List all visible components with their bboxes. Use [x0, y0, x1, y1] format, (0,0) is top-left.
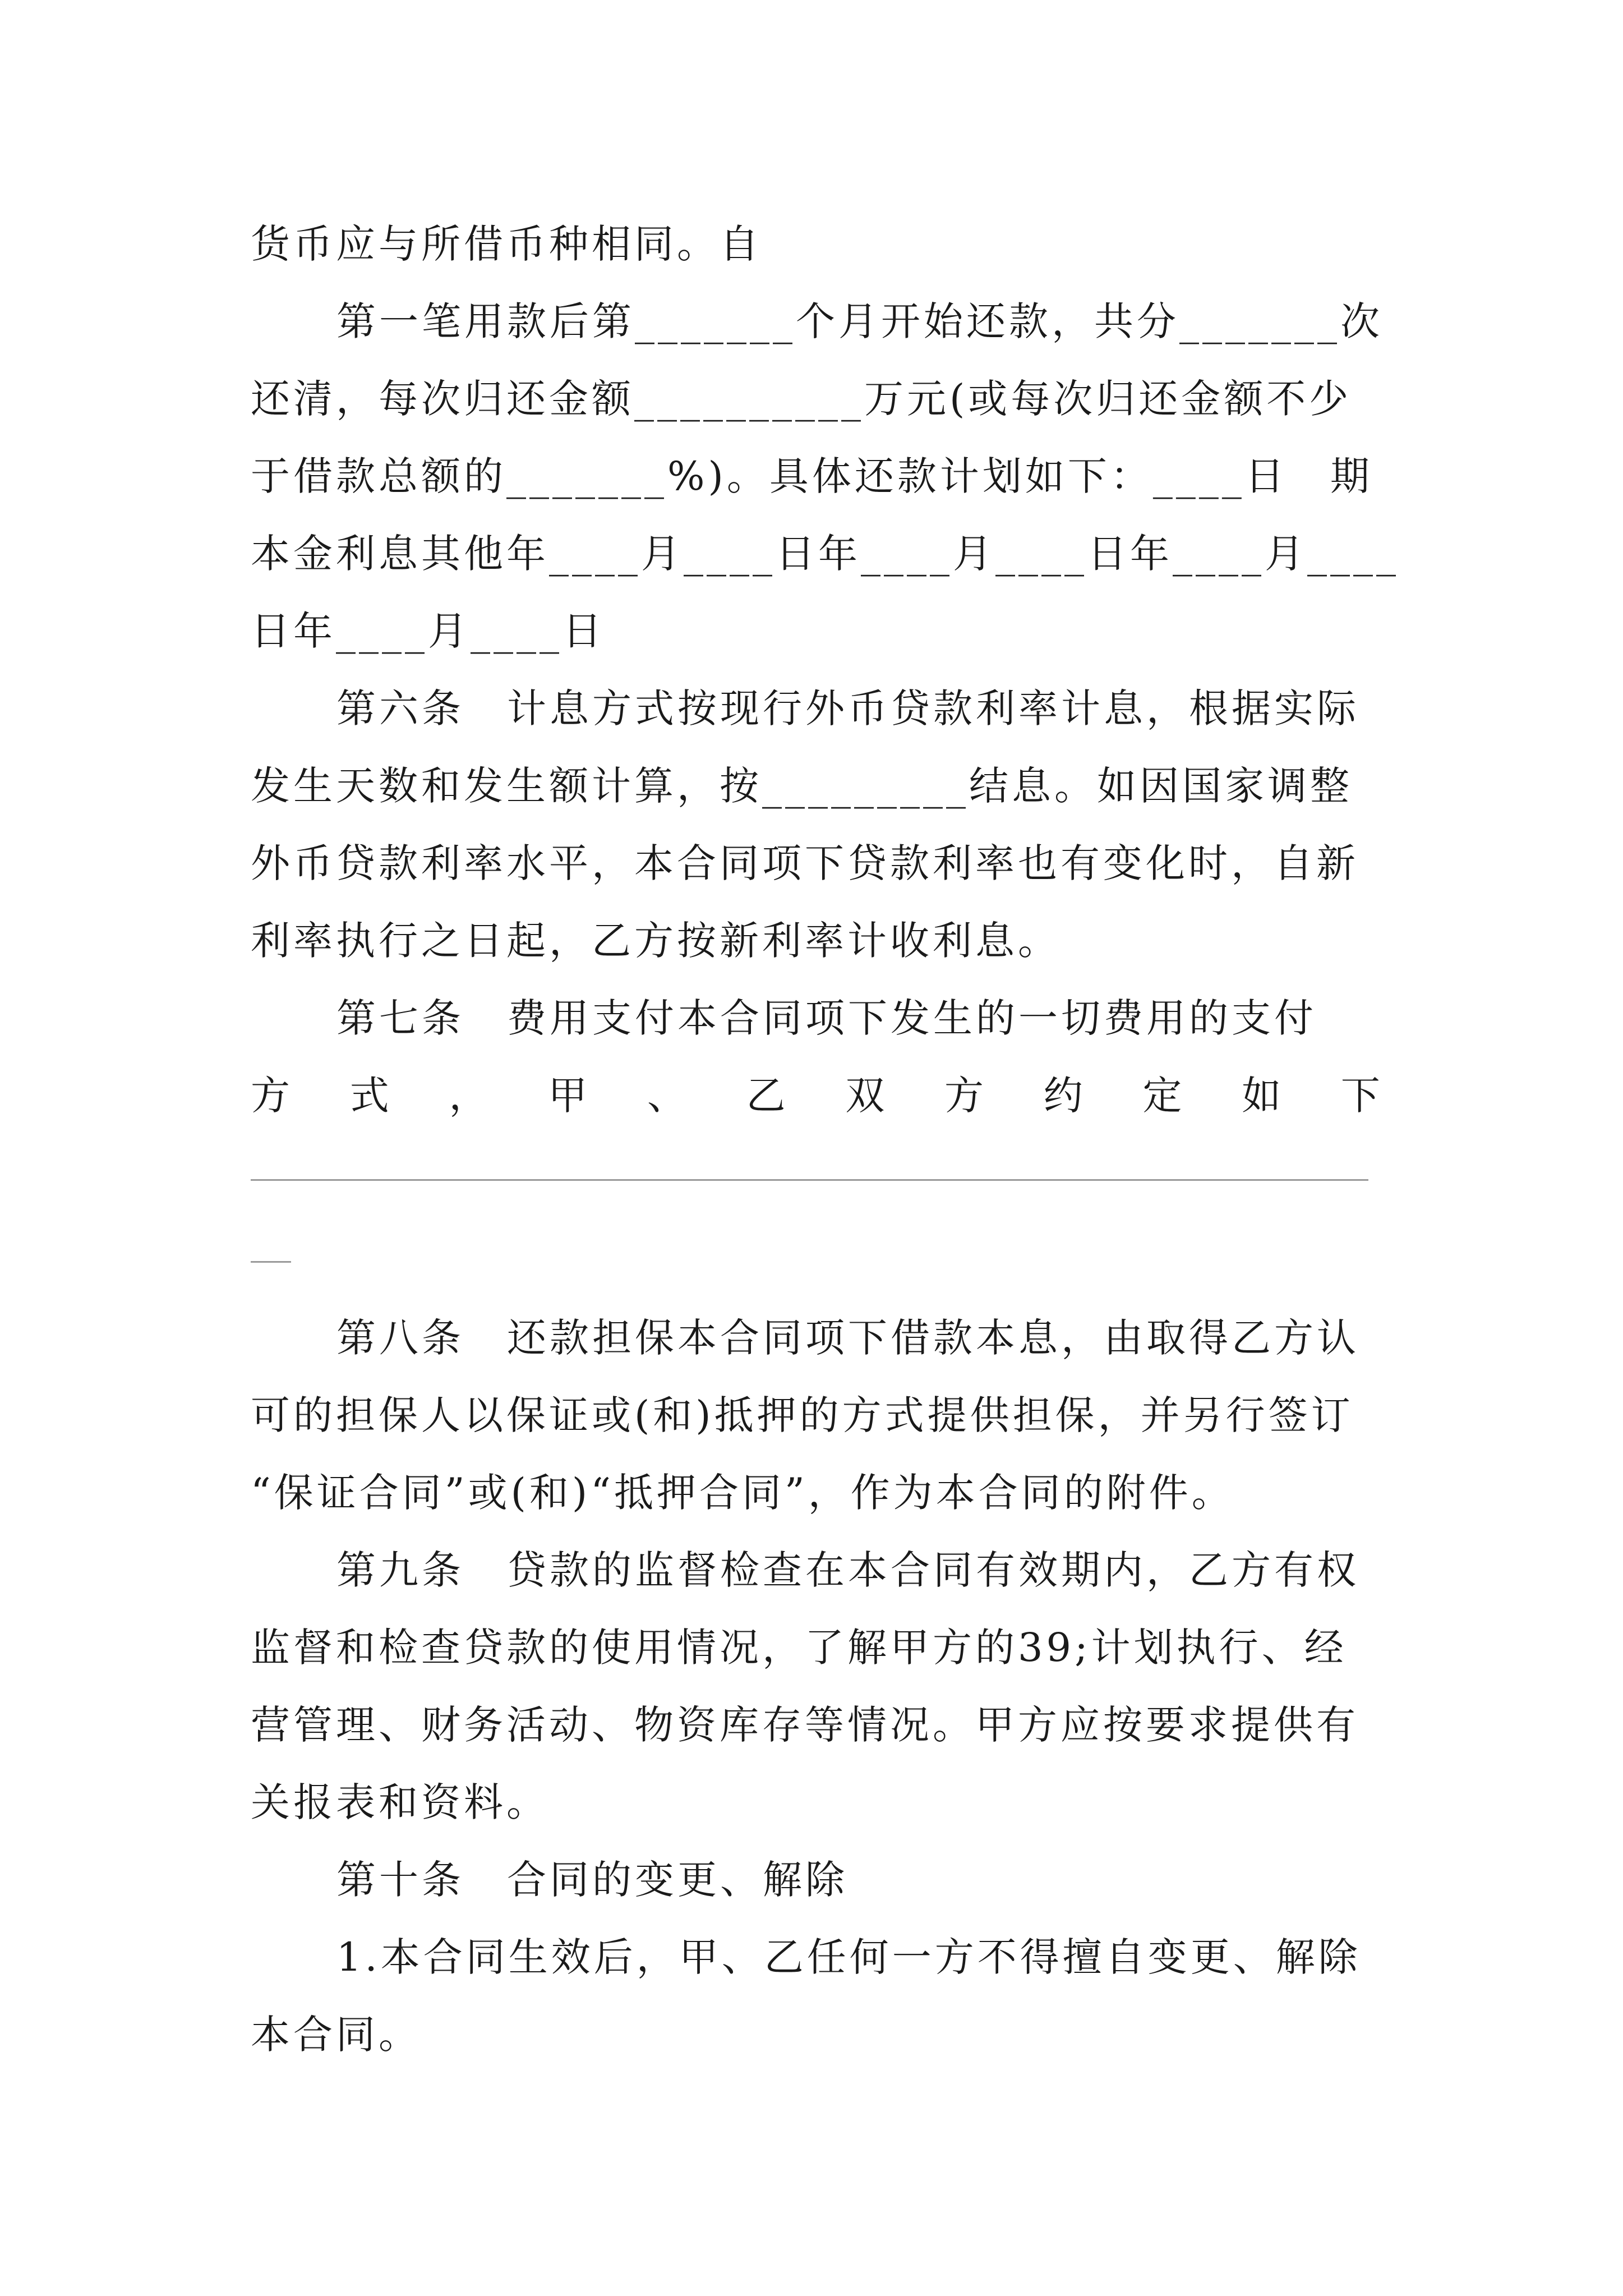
- spread-char: 如: [1242, 1073, 1285, 1119]
- paragraph-line: 于借款总额的_______%)。具体还款计划如下：____日 期: [251, 453, 1373, 499]
- spread-char: 方: [944, 1073, 988, 1119]
- spread-char: 约: [1043, 1073, 1086, 1119]
- spread-char: 方: [251, 1073, 293, 1119]
- paragraph-line: 营管理、财务活动、物资库存等情况。甲方应按要求提供有: [251, 1702, 1359, 1748]
- paragraph-line: 外币贷款利率水平，本合同项下贷款利率也有变化时，自新: [251, 840, 1359, 886]
- paragraph-line: 第一笔用款后第_______个月开始还款，共分_______次: [336, 298, 1383, 344]
- paragraph-line: 第六条 计息方式按现行外币贷款利率计息，根据实际: [336, 685, 1359, 731]
- paragraph-line: 还清，每次归还金额__________万元(或每次归还金额不少: [251, 376, 1352, 422]
- spread-char: 乙: [746, 1073, 789, 1119]
- fill-in-line: [251, 1179, 1368, 1181]
- paragraph-line: 第七条 费用支付本合同项下发生的一切费用的支付: [336, 995, 1317, 1041]
- spread-char: 、: [647, 1073, 690, 1119]
- paragraph-line: 货币应与所借币种相同。自: [251, 221, 762, 267]
- paragraph-line: 关报表和资料。: [251, 1779, 549, 1825]
- fill-in-line: [251, 1261, 291, 1263]
- spread-char: 甲: [548, 1073, 591, 1119]
- spread-char: ，: [449, 1073, 492, 1119]
- paragraph-line: 第十条 合同的变更、解除: [336, 1857, 848, 1903]
- paragraph-line: 可的担保人以保证或(和)抵押的方式提供担保，并另行签订: [251, 1392, 1354, 1438]
- spread-char: 式: [349, 1073, 393, 1119]
- spread-line: [251, 1065, 1384, 1126]
- paragraph-line: 监督和检查贷款的使用情况，了解甲方的39;计划执行、经: [251, 1625, 1347, 1671]
- paragraph-line: 发生天数和发生额计算，按_________结息。如因国家调整: [251, 763, 1353, 809]
- paragraph-line: 本合同。: [251, 2012, 421, 2058]
- paragraph-line: 日年____月____日: [251, 608, 605, 654]
- paragraph-line: 本金利息其他年____月____日年____月____日年____月____: [251, 531, 1399, 577]
- paragraph-line: “保证合同”或(和)“抵押合同”，作为本合同的附件。: [251, 1470, 1234, 1516]
- spread-char: 双: [845, 1073, 888, 1119]
- paragraph-line: 第八条 还款担保本合同项下借款本息，由取得乙方认: [336, 1315, 1359, 1361]
- paragraph-line: 1.本合同生效后，甲、乙任何一方不得擅自变更、解除: [336, 1934, 1361, 1980]
- spread-char: 下: [1340, 1073, 1384, 1119]
- paragraph-line: 第九条 贷款的监督检查在本合同有效期内，乙方有权: [336, 1547, 1359, 1593]
- paragraph-line: 利率执行之日起，乙方按新利率计收利息。: [251, 918, 1061, 964]
- spread-char: 定: [1142, 1073, 1186, 1119]
